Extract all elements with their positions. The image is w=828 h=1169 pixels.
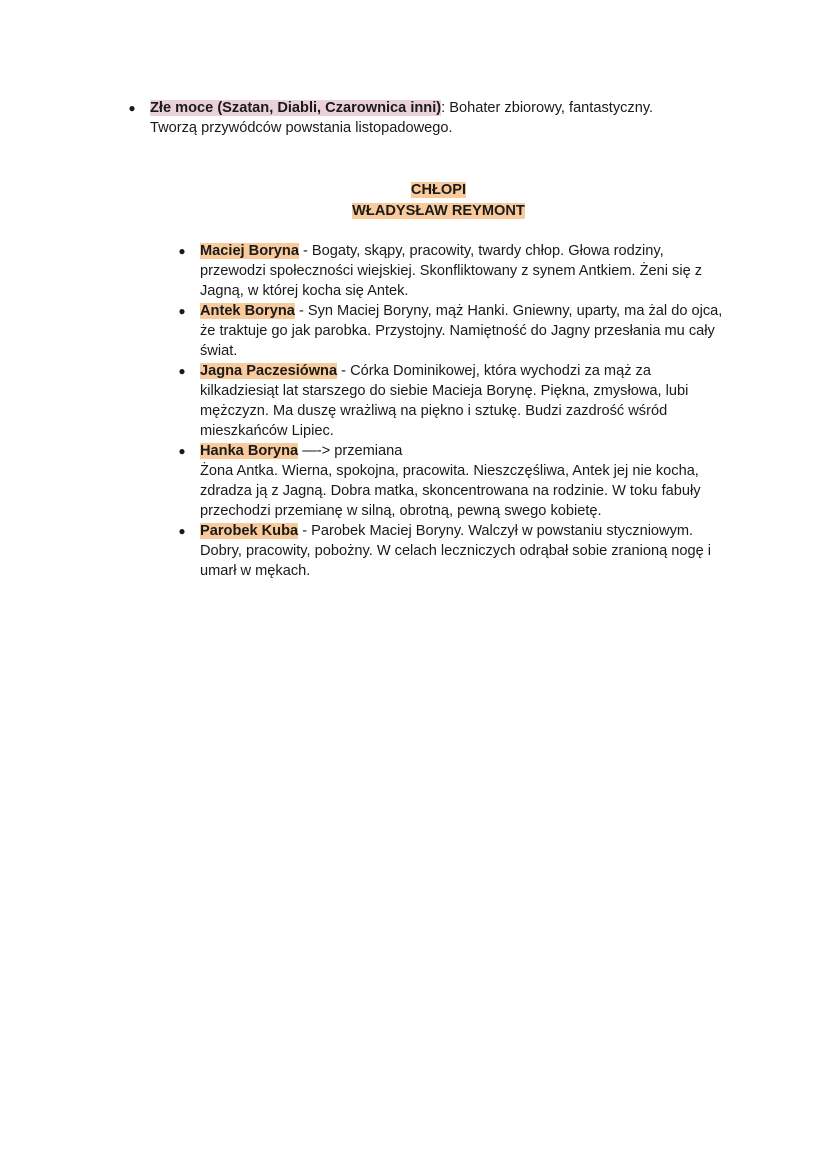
- bullet-icon: ●: [178, 304, 186, 318]
- list-item: [178, 441, 730, 521]
- bullet-icon: ●: [178, 364, 186, 378]
- list-item-zle-moce: [128, 98, 710, 138]
- character-description: Żona Antka. Wierna, spokojna, pracowita. Nieszczęśliwa, Antek jej nie kocha, zdradza ją z Jagną. Dobra matka, skoncentrowana na rodzinie. W toku fabuły przechodzi przemianę w silną, obrotną, pewną swego kobietę.: [200, 463, 701, 519]
- character-description: - Bogaty, skąpy, pracowity, twardy chłop. Głowa rodziny, przewodzi społeczności wiejskiej. Skonfliktowany z synem Antkiem. Żeni się z Jagną, w której kocha się Antek.: [200, 243, 703, 299]
- character-description: - Córka Dominikowej, która wychodzi za mąż za kilkadziesiąt lat starszego do siebie Macieja Borynę. Piękna, zmysłowa, lubi mężczyzn. Ma duszę wrażliwą na piękno i sztukę. Budzi zazdrość wśród mieszkańców Lipiec.: [200, 363, 689, 439]
- character-name: Hanka Boryna: [200, 443, 299, 459]
- character-arrow-note: —-> przemiana: [298, 443, 403, 459]
- bullet-icon: ●: [178, 524, 186, 538]
- bullet-icon: ●: [178, 444, 186, 458]
- character-description-continued: Tworzą przywódców powstania listopadowego.: [150, 120, 453, 136]
- bullet-icon: ●: [128, 101, 136, 115]
- character-list: [178, 241, 730, 581]
- character-name: Maciej Boryna: [200, 243, 299, 259]
- character-description: - Parobek Maciej Boryny. Walczył w powstaniu styczniowym. Dobry, pracowity, pobożny. W celach leczniczych odrąbał sobie zranioną nogę i umarł w mękach.: [200, 523, 712, 579]
- intro-list: [128, 98, 710, 138]
- list-item: [178, 301, 730, 361]
- section-title-block: [0, 180, 828, 222]
- list-item: [178, 241, 730, 301]
- character-description: - Syn Maciej Boryny, mąż Hanki. Gniewny, uparty, ma żal do ojca, że traktuje go jak parobka. Przystojny. Namiętność do Jagny przesłania mu cały świat.: [200, 303, 723, 359]
- character-description: : Bohater zbiorowy, fantastyczny.: [441, 100, 654, 116]
- book-author: WŁADYSŁAW REYMONT: [352, 203, 525, 219]
- list-item: [178, 361, 730, 441]
- book-title: CHŁOPI: [410, 182, 467, 198]
- character-name: Jagna Paczesiówna: [200, 363, 338, 379]
- character-name: Złe moce (Szatan, Diabli, Czarownica inni): [150, 100, 442, 116]
- bullet-icon: ●: [178, 244, 186, 258]
- character-name: Antek Boryna: [200, 303, 295, 319]
- character-name: Parobek Kuba: [200, 523, 299, 539]
- list-item: [178, 521, 730, 581]
